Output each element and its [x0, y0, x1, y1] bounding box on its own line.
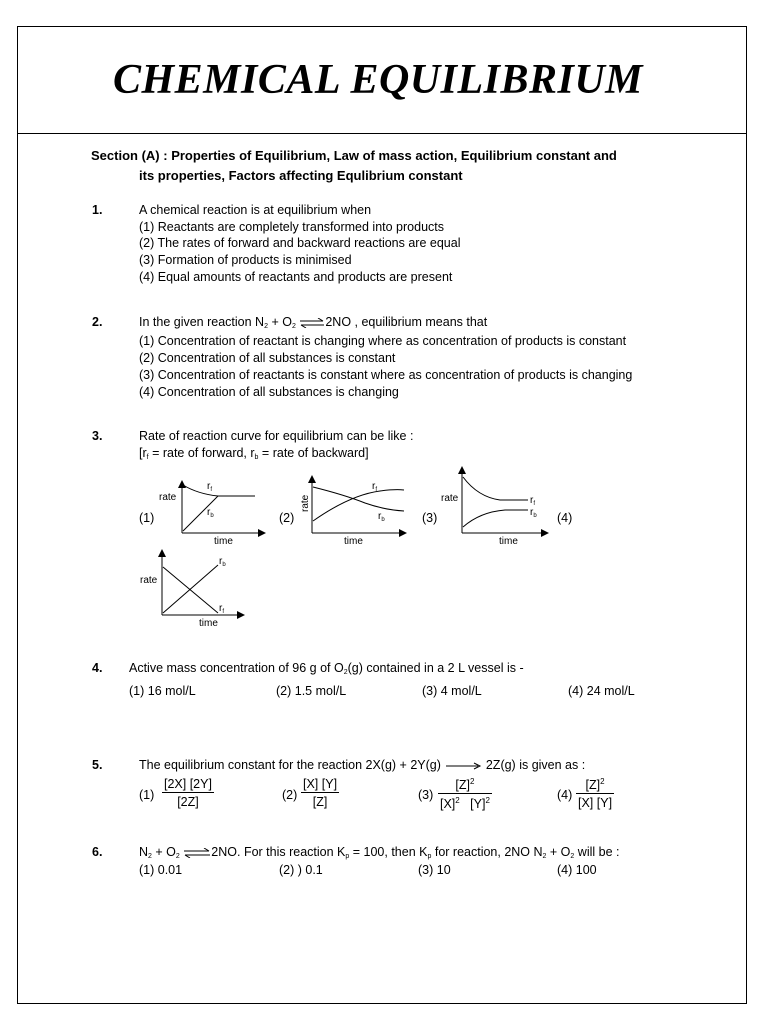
question-stem	[129, 662, 524, 676]
subscript: f	[146, 454, 149, 461]
denominator: [Z]	[301, 792, 339, 809]
option: (1) 16 mol/L	[129, 684, 196, 698]
option: (1) Reactants are completely transformed into products	[139, 220, 444, 234]
option: (1) 0.01	[139, 863, 183, 877]
option-label: (1)	[139, 788, 155, 802]
graph-option-2	[300, 476, 406, 547]
curve-label-rf: $r_f$	[372, 481, 378, 493]
option-label: (3)	[422, 511, 438, 525]
x-axis-label: time	[499, 536, 518, 547]
option: (2) ) 0.1	[279, 863, 323, 877]
forward-rate-curve	[313, 490, 404, 521]
fraction-option-4	[576, 777, 614, 810]
stem-text: The equilibrium constant for the reaction 2X(g) + 2Y(g)	[139, 758, 441, 772]
curve-label-rf: $r_f$	[530, 495, 536, 507]
graph-option-1	[159, 481, 265, 547]
question-stem: A chemical reaction is at equilibrium when	[139, 203, 372, 217]
numerator: [X] [Y]	[303, 777, 338, 791]
option: (2) Concentration of all substances is constant	[139, 351, 396, 365]
y-axis-label: rate	[300, 494, 311, 512]
option-label: (4)	[557, 511, 573, 525]
denominator: [2Z]	[162, 792, 214, 809]
question-stem	[139, 759, 585, 772]
option: (4) Equal amounts of reactants and products are present	[139, 270, 453, 284]
numerator: [2X] [2Y]	[164, 777, 212, 791]
x-axis-label: time	[199, 618, 218, 629]
curve-label-rb: $r_b$	[378, 511, 385, 523]
reaction-arrow-icon	[444, 762, 482, 770]
subscript: b	[254, 454, 259, 461]
backward-rate-curve	[463, 510, 528, 527]
option: (3) 10	[418, 863, 451, 877]
subscript: 2	[343, 669, 348, 676]
option: (4) Concentration of all substances is changing	[139, 385, 399, 399]
stem-text: 2Z(g) is given as :	[485, 758, 586, 772]
option-label: (2)	[279, 511, 295, 525]
forward-rate-curve	[463, 477, 528, 500]
denominator: $[X]^2$ $[Y]^2$	[438, 793, 492, 811]
curve-label-rf: $r_f$	[219, 603, 225, 615]
denominator: [X] [Y]	[576, 793, 614, 810]
question-number: 6.	[92, 845, 103, 859]
option: (2) 1.5 mol/L	[276, 684, 347, 698]
stem-text: , equilibrium means that	[354, 315, 488, 329]
legend-text: = rate of forward, r	[148, 446, 255, 460]
stem-text: + O	[267, 315, 292, 329]
fraction-option-1	[162, 777, 214, 809]
question-number: 2.	[92, 315, 103, 329]
fraction-option-3	[438, 777, 492, 811]
question-stem: $N_2 + O_2$ 2NO. For this reaction $K_p = 100$, then $K_p$ for reaction, 2NO $N_2 + O_2$ will be :	[139, 845, 620, 860]
option-label: (1)	[139, 511, 155, 525]
graph-option-3	[441, 467, 548, 547]
y-axis-label: rate	[140, 575, 158, 586]
section-heading-line2: its properties, Factors affecting Equlibrium constant	[139, 168, 463, 183]
option: (4) 100	[557, 863, 597, 877]
option-label: (3)	[418, 788, 434, 802]
curve-label-rb: $r_b$	[207, 507, 214, 519]
curve-label-rf: $r_f$	[207, 481, 213, 493]
numerator: $[Z]^2$	[585, 777, 605, 792]
stem-text: (g) contained in a 2 L vessel is -	[347, 661, 524, 675]
section-label: Section (A) :	[91, 148, 168, 163]
stem-text: 2NO	[325, 315, 352, 329]
y-axis-label: rate	[441, 493, 459, 504]
option: (3) Formation of products is minimised	[139, 253, 352, 267]
legend-text: [r	[139, 446, 147, 460]
graph-option-4	[140, 550, 244, 629]
x-axis-label: time	[344, 536, 363, 547]
question-number: 4.	[92, 661, 103, 675]
page-title: CHEMICAL EQUILIBRIUM	[112, 57, 644, 103]
subscript: 2	[264, 323, 268, 330]
question-stem: Rate of reaction curve for equilibrium can be like :	[139, 429, 414, 443]
fraction-option-2	[301, 777, 339, 809]
legend-text: = rate of backward]	[258, 446, 369, 460]
option: (2) The rates of forward and backward reactions are equal	[139, 236, 461, 250]
y-axis-label: rate	[159, 492, 177, 503]
numerator: $[Z]^2$	[455, 777, 475, 792]
backward-rate-curve	[313, 487, 404, 511]
equilibrium-arrow-icon	[183, 848, 211, 858]
section-heading-line1: Properties of Equilibrium, Law of mass action, Equilibrium constant and	[171, 148, 617, 163]
option-label: (2)	[282, 788, 298, 802]
question-number: 3.	[92, 429, 103, 443]
option: (3) Concentration of reactants is constant where as concentration of products is changing	[139, 368, 633, 382]
forward-rate-curve	[183, 485, 255, 496]
stem-text: Active mass concentration of 96 g of O	[129, 661, 344, 675]
subscript: 2	[291, 323, 296, 330]
curve-label-rb: $r_b$	[219, 556, 226, 568]
question-number: 5.	[92, 758, 103, 772]
curve-label-rb: $r_b$	[530, 507, 537, 519]
option: (3) 4 mol/L	[422, 684, 482, 698]
option: (4) 24 mol/L	[568, 684, 635, 698]
question-number: 1.	[92, 203, 103, 217]
x-axis-label: time	[214, 536, 233, 547]
stem-text: In the given reaction N	[139, 315, 265, 329]
option: (1) Concentration of reactant is changing where as concentration of products is constant	[139, 334, 627, 348]
option-label: (4)	[557, 788, 573, 802]
